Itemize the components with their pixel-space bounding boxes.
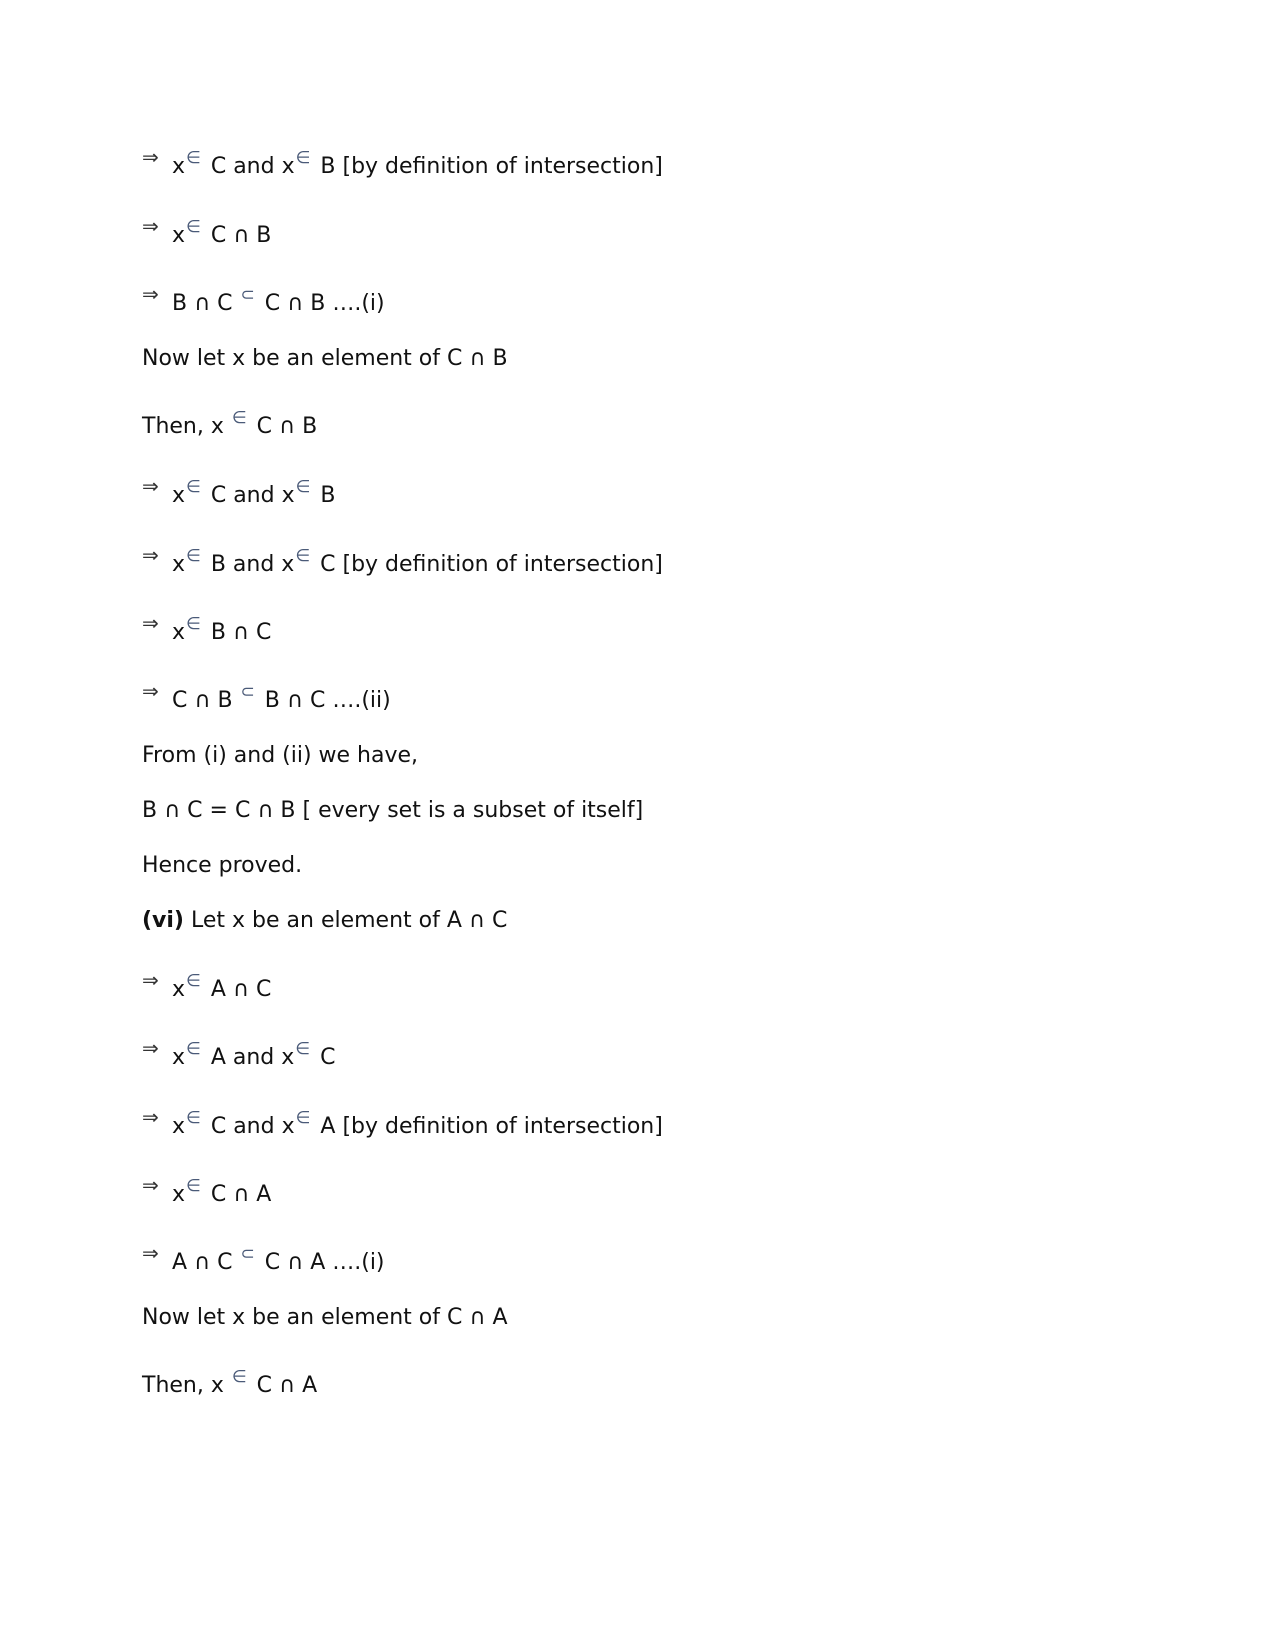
element-of-icon: ∈: [295, 1039, 311, 1059]
implies-arrow-icon: ⇒: [142, 214, 159, 238]
proof-line: [142, 679, 391, 716]
line-text: B ∩ C = C ∩ B [ every set is a subset of itself]: [142, 798, 644, 823]
line-text: x: [172, 483, 186, 508]
element-of-icon: ∈: [186, 1108, 201, 1128]
element-of-icon: ∈: [295, 1108, 311, 1128]
line-text: B and x: [203, 552, 295, 577]
line-text: C ∩ A: [249, 1373, 318, 1398]
line-text: C ∩ B: [172, 688, 240, 713]
element-of-icon: ∈: [186, 614, 201, 634]
line-text: x: [172, 1114, 186, 1139]
proof-line: [142, 214, 272, 251]
line-text: Then, x: [142, 1373, 231, 1398]
line-text: C ∩ A: [203, 1182, 272, 1207]
implies-arrow-icon: ⇒: [142, 968, 159, 992]
line-text: B ∩ C: [203, 620, 272, 645]
line-text: C ∩ B: [249, 414, 318, 439]
line-text: x: [172, 223, 186, 248]
element-of-icon: ∈: [186, 148, 201, 168]
element-of-icon: ∈: [231, 1367, 247, 1387]
line-text: Then, x: [142, 414, 231, 439]
subset-icon: ⊂: [240, 285, 255, 305]
line-text: Hence proved.: [142, 853, 303, 878]
line-text: Now let x be an element of C ∩ A: [142, 1305, 508, 1330]
proof-line: [142, 907, 507, 935]
proof-line: [142, 543, 663, 580]
implies-arrow-icon: ⇒: [142, 474, 159, 498]
proof-line: [142, 282, 385, 319]
line-text: C ∩ B: [203, 223, 272, 248]
proof-line: [142, 408, 318, 442]
implies-arrow-icon: ⇒: [142, 1036, 159, 1060]
element-of-icon: ∈: [186, 217, 201, 237]
line-text: A and x: [203, 1045, 295, 1070]
element-of-icon: ∈: [295, 477, 311, 497]
line-text: C ∩ A ….(i): [257, 1250, 385, 1275]
line-text: Now let x be an element of C ∩ B: [142, 346, 508, 371]
line-text: x: [172, 1045, 186, 1070]
implies-arrow-icon: ⇒: [142, 679, 159, 703]
element-of-icon: ∈: [231, 408, 247, 428]
implies-arrow-icon: ⇒: [142, 543, 159, 567]
implies-arrow-icon: ⇒: [142, 282, 159, 306]
subset-icon: ⊂: [240, 1244, 255, 1264]
line-text: C [by definition of intersection]: [313, 552, 663, 577]
line-text: A ∩ C: [172, 1250, 240, 1275]
line-text: C: [313, 1045, 336, 1070]
line-text: A ∩ C: [203, 977, 272, 1002]
part-label: (vi): [142, 908, 184, 933]
proof-line: [142, 345, 508, 373]
line-text: From (i) and (ii) we have,: [142, 743, 419, 768]
proof-line: [142, 968, 272, 1005]
line-text: Let x be an element of A ∩ C: [184, 908, 508, 933]
line-text: x: [172, 552, 186, 577]
line-text: B ∩ C: [172, 291, 240, 316]
proof-line: [142, 611, 272, 648]
proof-line: [142, 797, 643, 825]
line-text: x: [172, 1182, 186, 1207]
element-of-icon: ∈: [186, 1039, 201, 1059]
implies-arrow-icon: ⇒: [142, 1241, 159, 1265]
proof-line: [142, 852, 302, 880]
proof-line: [142, 1304, 508, 1332]
element-of-icon: ∈: [295, 148, 311, 168]
proof-line: [142, 742, 418, 770]
element-of-icon: ∈: [186, 546, 201, 566]
line-text: B [by definition of intersection]: [313, 154, 663, 179]
line-text: x: [172, 620, 186, 645]
implies-arrow-icon: ⇒: [142, 611, 159, 635]
implies-arrow-icon: ⇒: [142, 145, 159, 169]
element-of-icon: ∈: [186, 971, 201, 991]
subset-icon: ⊂: [240, 682, 255, 702]
line-text: B ∩ C ….(ii): [257, 688, 391, 713]
element-of-icon: ∈: [186, 1176, 201, 1196]
proof-line: [142, 1036, 336, 1073]
element-of-icon: ∈: [295, 546, 311, 566]
implies-arrow-icon: ⇒: [142, 1105, 159, 1129]
line-text: C ∩ B ….(i): [257, 291, 385, 316]
line-text: x: [172, 977, 186, 1002]
line-text: A [by definition of intersection]: [313, 1114, 663, 1139]
line-text: C and x: [203, 1114, 295, 1139]
proof-line: [142, 145, 663, 182]
line-text: x: [172, 154, 186, 179]
proof-line: [142, 1241, 385, 1278]
proof-line: [142, 1105, 663, 1142]
element-of-icon: ∈: [186, 477, 201, 497]
line-text: C and x: [203, 483, 295, 508]
proof-line: [142, 474, 336, 511]
implies-arrow-icon: ⇒: [142, 1173, 159, 1197]
line-text: C and x: [203, 154, 295, 179]
line-text: B: [313, 483, 336, 508]
proof-line: [142, 1173, 272, 1210]
proof-line: [142, 1367, 318, 1401]
